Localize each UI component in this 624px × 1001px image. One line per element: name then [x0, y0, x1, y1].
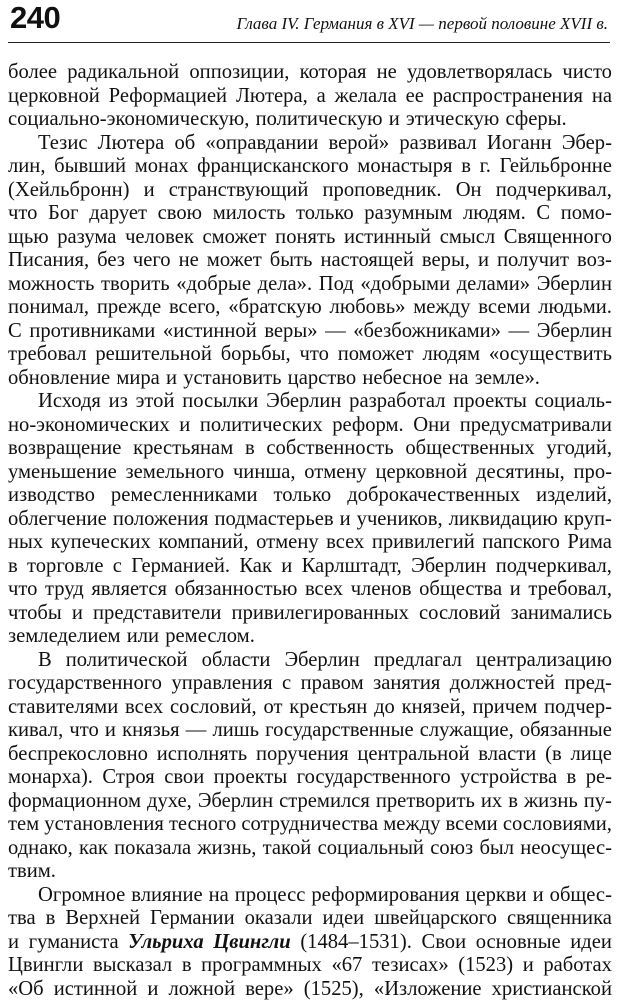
- text-line: и гуманиста Ульриха Цвингли (1484–1531). Свои основные идеи: [8, 931, 612, 955]
- text-line: ставителями всех сословий, от крестьян до князей, причем подчер-: [8, 696, 612, 720]
- text-line: В политической области Эберлин предлагал централизацию: [8, 649, 612, 673]
- page-header: [8, 0, 610, 43]
- text-line: С противниками «истинной веры» — «безбожниками» — Эберлин: [8, 320, 612, 344]
- text-line: тем установления тесного сотрудничества между всеми сословиями,: [8, 813, 612, 837]
- text-line: Огромное влияние на процесс реформирования церкви и общес-: [8, 884, 612, 908]
- text-line: щью разума человек сможет понять истинный смысл Священного: [8, 226, 612, 250]
- text-line: церковной Реформацией Лютера, а желала ее распространения на: [8, 85, 612, 109]
- text-line: что Бог дарует свою милость только разумным людям. С помо-: [8, 202, 612, 226]
- text-line: Писания, без чего не может быть настоящей веры, и получит воз-: [8, 249, 612, 273]
- text-line: можность творить «добрые дела». Под «добрыми делами» Эберлин: [8, 273, 612, 297]
- text-line: понимал, прежде всего, «братскую любовь» между всеми людьми.: [8, 296, 612, 320]
- text-line: социально-экономическую, политическую и этическую сферы.: [8, 108, 612, 132]
- text-line: однако, как показала жизнь, такой социальный союз был неосущес-: [8, 837, 612, 861]
- text-line: Тезис Лютера об «оправдании верой» развивал Иоганн Эбер-: [8, 132, 612, 156]
- text-line: твим.: [8, 860, 612, 884]
- text-line: беспрекословно исполнять поручения центральной власти (в лице: [8, 743, 612, 767]
- page-number: 240: [10, 0, 60, 36]
- paragraph: [8, 61, 612, 132]
- text-line: возвращение крестьянам в собственность общественных угодий,: [8, 437, 612, 461]
- text-line: Исходя из этой посылки Эберлин разработал проекты социаль-: [8, 390, 612, 414]
- paragraph: [8, 390, 612, 649]
- text-line: лин, бывший монах францисканского монастыря в г. Гейльбронне: [8, 155, 612, 179]
- running-head: Глава IV. Германия в XVI — первой половине XVII в.: [237, 14, 608, 34]
- text-line: Цвингли высказал в программных «67 тезисах» (1523) и работах: [8, 954, 612, 978]
- text-line: чтобы и представители привилегированных сословий занимались: [8, 602, 612, 626]
- text-line: формационном духе, Эберлин стремился претворить их в жизнь пу-: [8, 790, 612, 814]
- text-line: требовал решительной борьбы, что поможет людям «осуществить: [8, 343, 612, 367]
- paragraph: [8, 649, 612, 884]
- text-line: более радикальной оппозиции, которая не удовлетворялась чисто: [8, 61, 612, 85]
- paragraph: [8, 884, 612, 1001]
- text-line: тва в Верхней Германии оказали идеи швейцарского священника: [8, 907, 612, 931]
- text-line: кивал, что и князья — лишь государственные служащие, обязанные: [8, 719, 612, 743]
- paragraph: [8, 132, 612, 391]
- text-line: государственного управления с правом занятия должностей пред-: [8, 672, 612, 696]
- page-body-text: [8, 61, 612, 1001]
- text-line: уменьшение земельного чинша, отмену церковной десятины, про-: [8, 461, 612, 485]
- text-line: облегчение положения подмастерьев и учеников, ликвидацию круп-: [8, 508, 612, 532]
- text-line: «Об истинной и ложной вере» (1525), «Изложение христианской: [8, 978, 612, 1001]
- text-line: (Хейльбронн) и странствующий проповедник. Он подчеркивал,: [8, 179, 612, 203]
- text-line: земледелием или ремеслом.: [8, 625, 612, 649]
- text-line: монарха). Строя свои проекты государственного устройства в ре-: [8, 766, 612, 790]
- text-line: ных купеческих компаний, отмену всех привилегий папского Рима: [8, 531, 612, 555]
- text-line: но-экономических и политических реформ. Они предусматривали: [8, 414, 612, 438]
- text-line: обновление мира и установить царство небесное на земле».: [8, 367, 612, 391]
- text-line: что труд является обязанностью всех членов общества и требовал,: [8, 578, 612, 602]
- text-line: в торговле с Германией. Как и Карлштадт, Эберлин подчеркивал,: [8, 555, 612, 579]
- text-line: изводство ремесленниками только доброкачественных изделий,: [8, 484, 612, 508]
